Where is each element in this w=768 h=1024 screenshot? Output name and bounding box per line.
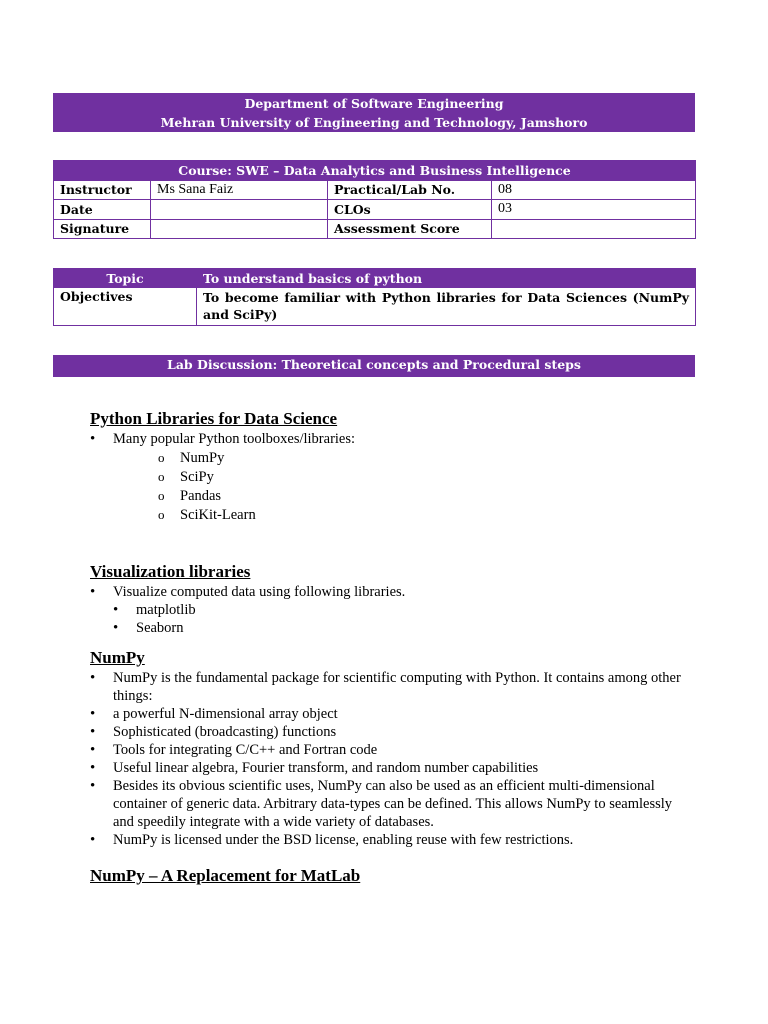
signature-label: Signature: [54, 219, 151, 239]
instructor-label: Instructor: [54, 180, 151, 200]
instructor-value: Ms Sana Faiz: [151, 180, 328, 200]
topic-label: Topic: [54, 269, 197, 288]
list-item: o Pandas: [90, 487, 690, 505]
practical-label: Practical/Lab No.: [328, 180, 492, 200]
list-item: • NumPy is licensed under the BSD license, enabling reuse with few restrictions.: [90, 831, 690, 849]
practical-value: 08: [492, 180, 696, 200]
course-title: Course: SWE – Data Analytics and Business Intelligence: [54, 161, 696, 181]
assessment-value: [492, 219, 696, 239]
date-value: [151, 200, 328, 220]
clos-value: 03: [492, 200, 696, 220]
section-heading-libraries: Python Libraries for Data Science: [90, 409, 338, 428]
list-item: • Useful linear algebra, Fourier transform, and random number capabilities: [90, 759, 690, 777]
assessment-label: Assessment Score: [328, 219, 492, 239]
objectives-value: To become familiar with Python libraries for Data Sciences (NumPy and SciPy): [197, 288, 696, 326]
section-heading-matlab: NumPy – A Replacement for MatLab: [90, 866, 361, 885]
list-item: • matplotlib: [90, 601, 690, 619]
list-item: • a powerful N-dimensional array object: [90, 705, 690, 723]
list-item: o SciPy: [90, 468, 690, 486]
list-item: • Seaborn: [90, 619, 690, 637]
section-heading-visualization: Visualization libraries: [90, 562, 251, 581]
topic-value: To understand basics of python: [197, 269, 696, 288]
visualization-list: [90, 583, 690, 601]
signature-value: [151, 219, 328, 239]
date-label: Date: [54, 200, 151, 220]
lab-discussion-bar: Lab Discussion: Theoretical concepts and Procedural steps: [53, 355, 695, 376]
list-item: • Many popular Python toolboxes/libraries:: [90, 430, 690, 448]
numpy-list: [90, 669, 690, 849]
objectives-label: Objectives: [54, 288, 197, 326]
divider: [53, 376, 695, 377]
visualization-sublist: [90, 601, 690, 637]
clos-label: CLOs: [328, 200, 492, 220]
list-item: • NumPy is the fundamental package for scientific computing with Python. It contains among other things:: [90, 669, 690, 705]
list-item: • Sophisticated (broadcasting) functions: [90, 723, 690, 741]
list-item: o NumPy: [90, 449, 690, 467]
list-item: • Tools for integrating C/C++ and Fortran code: [90, 741, 690, 759]
department-header: [53, 93, 695, 132]
topic-table: [53, 268, 696, 326]
course-info-table: [53, 160, 696, 239]
list-item: o SciKit-Learn: [90, 506, 690, 524]
lab-content: [90, 408, 690, 887]
university-name: Mehran University of Engineering and Technology, Jamshoro: [160, 115, 588, 130]
department-name: Department of Software Engineering: [244, 96, 504, 111]
section-heading-numpy: NumPy: [90, 648, 145, 667]
libraries-list: [90, 430, 690, 448]
libraries-sublist: [90, 449, 690, 524]
list-item: • Besides its obvious scientific uses, NumPy can also be used as an efficient multi-dimensional container of generic data. Arbitrary data-types can be defined. This allows NumPy to seamlessly and speedily integrate with a wide variety of databases.: [90, 777, 690, 831]
list-item: • Visualize computed data using following libraries.: [90, 583, 690, 601]
